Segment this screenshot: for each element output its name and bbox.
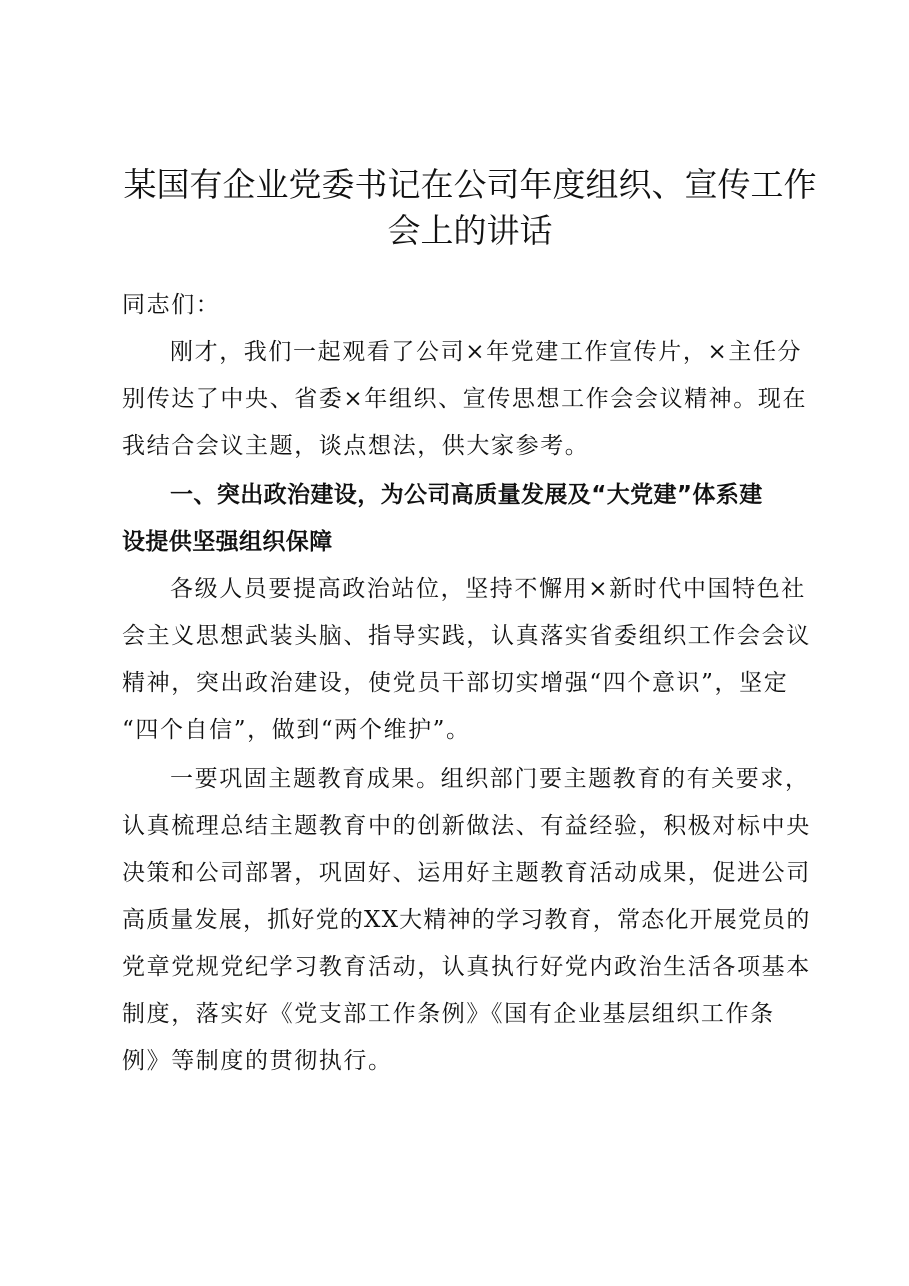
paragraph-3-line-7: 例》等制度的贯彻执行。 <box>122 1048 393 1074</box>
paragraph-2-line-1: 各级人员要提高政治站位，坚持不懈用×新时代中国特色社 <box>170 576 806 602</box>
paragraph-2-line-3: 精神，突出政治建设，使党员干部切实增强“四个意识”，坚定 <box>122 670 789 696</box>
section-heading-1-line-1: 一、突出政治建设，为公司高质量发展及“大党建”体系建 <box>170 482 763 508</box>
paragraph-2-line-2: 会主义思想武装头脑、指导实践，认真落实省委组织工作会会议 <box>122 623 811 649</box>
paragraph-3-line-6: 制度，落实好《党支部工作条例》《国有企业基层组织工作条 <box>122 1001 775 1027</box>
paragraph-3-line-4: 高质量发展，抓好党的XX大精神的学习教育，常态化开展党员的 <box>122 907 811 933</box>
paragraph-3-line-2: 认真梳理总结主题教育中的创新做法、有益经验，积极对标中央 <box>122 813 811 839</box>
paragraph-3-line-5: 党章党规党纪学习教育活动，认真执行好党内政治生活各项基本 <box>122 954 811 980</box>
document-title-line-2: 会上的讲话 <box>387 211 553 250</box>
paragraph-3-line-1: 一要巩固主题教育成果。组织部门要主题教育的有关要求， <box>170 766 810 792</box>
salutation: 同志们： <box>122 292 221 318</box>
paragraph-1-line-3: 我结合会议主题，谈点想法，供大家参考。 <box>122 433 590 459</box>
document-title-line-1: 某国有企业党委书记在公司年度组织、宣传工作 <box>123 165 817 204</box>
paragraph-1-line-1: 刚才，我们一起观看了公司×年党建工作宣传片，×主任分 <box>170 339 803 365</box>
section-heading-1-line-2: 设提供坚强组织保障 <box>122 529 333 555</box>
paragraph-1-line-2: 别传达了中央、省委×年组织、宣传思想工作会会议精神。现在 <box>122 386 808 412</box>
paragraph-2-line-4: “四个自信”，做到“两个维护”。 <box>122 717 471 743</box>
paragraph-3-line-3: 决策和公司部署，巩固好、运用好主题教育活动成果，促进公司 <box>122 860 811 886</box>
